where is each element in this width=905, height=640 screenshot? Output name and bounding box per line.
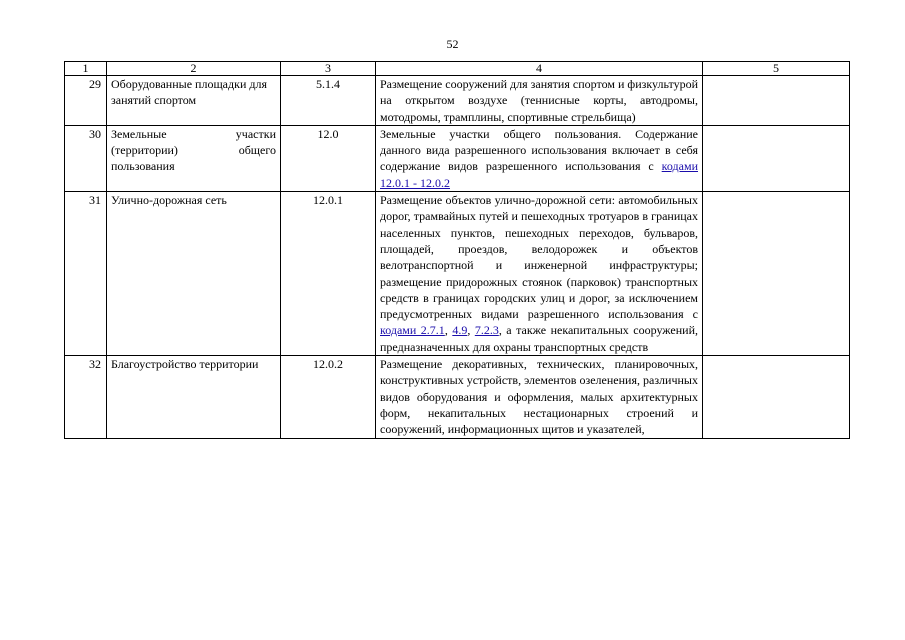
header-col-2: 2 xyxy=(107,62,281,76)
row-number: 29 xyxy=(65,76,107,126)
header-col-1: 1 xyxy=(65,62,107,76)
row-note xyxy=(703,125,850,191)
codes-link[interactable]: кодами 2.7.1 xyxy=(380,323,445,338)
code-link[interactable]: 4.9 xyxy=(452,323,468,338)
row-name: Земельные участки (территории) общего пользования xyxy=(107,125,281,191)
header-row xyxy=(65,62,850,76)
row-code: 12.0.1 xyxy=(281,192,376,356)
table-row xyxy=(65,76,850,126)
row-number: 30 xyxy=(65,125,107,191)
header-col-4: 4 xyxy=(376,62,703,76)
row-code: 5.1.4 xyxy=(281,76,376,126)
row-code: 12.0.2 xyxy=(281,356,376,438)
row-description: Размещение декоративных, технических, планировочных, конструктивных устройств, элементов озеленения, различных видов оборудования и оформления, малых архитектурных форм, некапитальных нестационарных строений и сооружений, информационных щитов и указателей, xyxy=(376,356,703,438)
row-code: 12.0 xyxy=(281,125,376,191)
separator: , xyxy=(444,323,453,338)
page-number: 52 xyxy=(446,37,459,51)
header-col-5: 5 xyxy=(703,62,850,76)
separator: , xyxy=(467,323,475,338)
row-name: Благоустройство территории xyxy=(107,356,281,438)
table-row xyxy=(65,192,850,356)
description-tail: , а также некапитальных сооружений, предназначенных для охраны транспортных средств xyxy=(380,323,699,354)
row-note xyxy=(703,356,850,438)
row-description xyxy=(376,192,703,356)
row-description xyxy=(376,125,703,191)
description-text: Земельные участки общего пользования. Содержание данного вида разрешенного использования включает в себя содержание видов разрешенного использования с xyxy=(380,126,698,174)
row-number: 32 xyxy=(65,356,107,438)
row-name: Оборудованные площадки для занятий спортом xyxy=(107,76,281,126)
header-col-3: 3 xyxy=(281,62,376,76)
table-row xyxy=(65,125,850,191)
land-use-table xyxy=(64,61,850,439)
codes-link[interactable]: кодами 12.0.1 - 12.0.2 xyxy=(380,159,698,190)
description-text: Размещение объектов улично-дорожной сети: автомобильных дорог, трамвайных путей и пешеходных тротуаров в границах населенных пунктов, пешеходных переходов, бульваров, площадей, проездов, велодорожек и объектов велотранспортной и инженерной инфраструктуры; размещение придорожных стоянок (парковок) транспортных средств в границах городских улиц и дорог, за исключением предусмотренных видами разрешенного использования с xyxy=(380,193,698,322)
row-note xyxy=(703,192,850,356)
row-description: Размещение сооружений для занятия спортом и физкультурой на открытом воздухе (теннисные корты, автодромы, мотодромы, трамплины, спортивные стрельбища) xyxy=(376,76,703,126)
row-note xyxy=(703,76,850,126)
row-name: Улично-дорожная сеть xyxy=(107,192,281,356)
code-link[interactable]: 7.2.3 xyxy=(474,323,499,338)
table-row xyxy=(65,356,850,438)
row-number: 31 xyxy=(65,192,107,356)
